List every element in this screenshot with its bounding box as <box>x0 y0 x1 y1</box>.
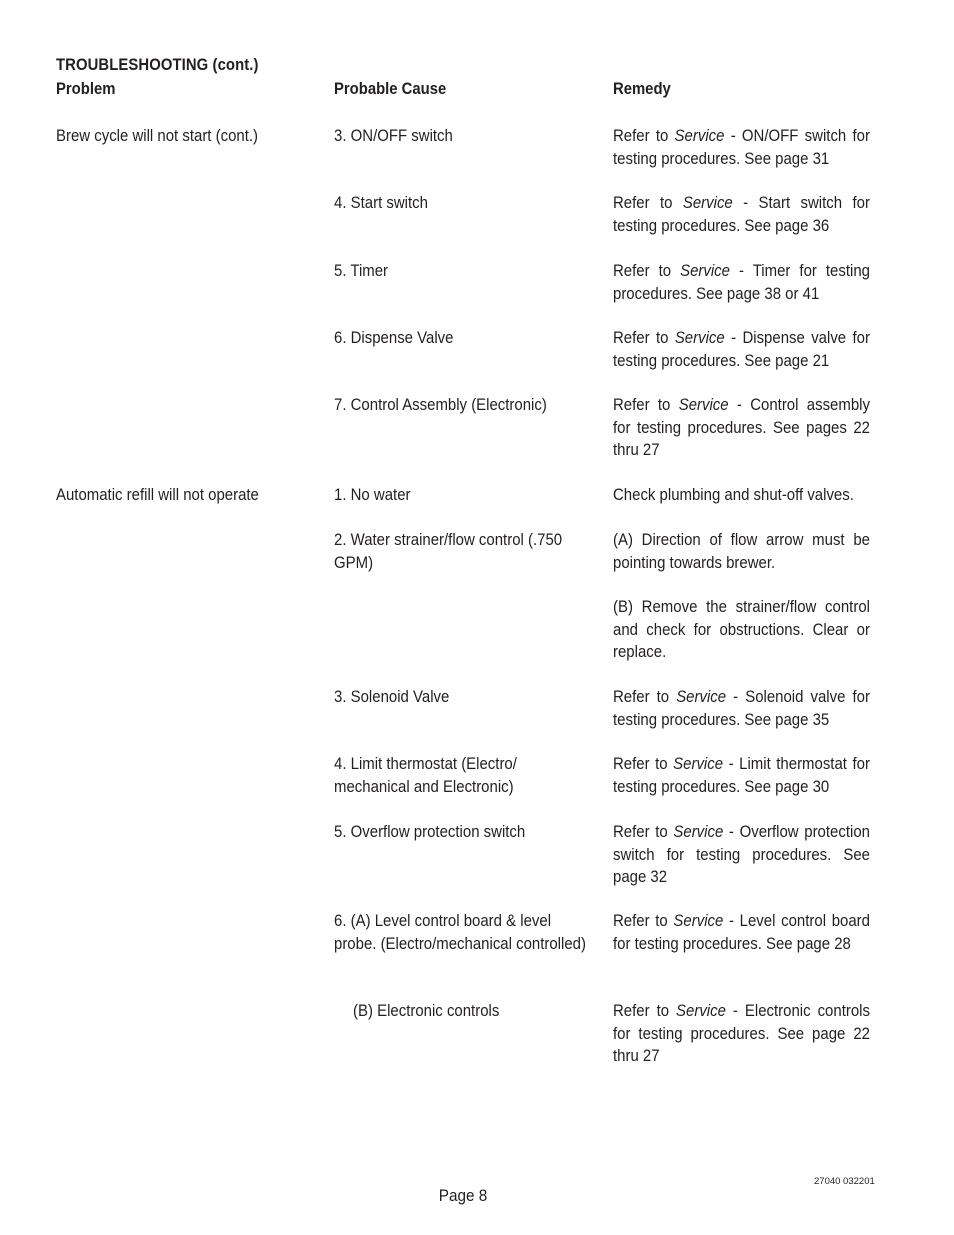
cause-text: 4. Start switch <box>334 193 428 212</box>
remedy-text: Refer to Service - Overflow protection switch for testing procedures. See page 32 <box>613 822 870 886</box>
remedy-text: Refer to Service - Electronic controls for testing procedures. See page 22 thru 27 <box>613 1001 870 1065</box>
cause-text: 7. Control Assembly (Electronic) <box>334 395 547 414</box>
remedy-text: (B) Remove the strainer/flow control and check for obstructions. Clear or replace. <box>613 597 870 661</box>
cause-text: 5. Timer <box>334 261 389 280</box>
remedy-text: Refer to Service - ON/OFF switch for testing procedures. See page 31 <box>613 126 870 168</box>
cause-text: 4. Limit thermostat (Electro/ mechanical and Electronic) <box>334 754 517 796</box>
column-header-problem: Problem <box>56 80 116 98</box>
cause-text: 6. Dispense Valve <box>334 328 454 347</box>
cause-text: 5. Overflow protection switch <box>334 822 526 841</box>
column-header-probable-cause: Probable Cause <box>334 80 447 98</box>
column-header-remedy: Remedy <box>613 80 671 98</box>
remedy-text: Refer to Service - Timer for testing procedures. See page 38 or 41 <box>613 261 870 303</box>
cause-text: 1. No water <box>334 485 411 504</box>
page-number: Page 8 <box>438 1186 488 1205</box>
cause-text: 3. Solenoid Valve <box>334 687 450 706</box>
cause-text: 2. Water strainer/flow control (.750 GPM) <box>334 530 563 572</box>
remedy-text: Refer to Service - Start switch for testing procedures. See page 36 <box>613 193 870 235</box>
remedy-text: Refer to Service - Limit thermostat for testing procedures. See page 30 <box>613 754 870 796</box>
remedy-text: Check plumbing and shut-off valves. <box>613 485 854 504</box>
problem-text: Brew cycle will not start (cont.) <box>56 126 259 145</box>
remedy-text: Refer to Service - Control assembly for testing procedures. See pages 22 thru 27 <box>613 395 870 459</box>
problem-text: Automatic refill will not operate <box>56 485 259 504</box>
cause-text: 3. ON/OFF switch <box>334 126 453 145</box>
remedy-text: (A) Direction of flow arrow must be pointing towards brewer. <box>613 530 870 572</box>
cause-text: 6. (A) Level control board & level probe. (Electro/mechanical controlled) <box>334 911 586 953</box>
section-title: TROUBLESHOOTING (cont.) <box>56 56 259 74</box>
cause-text: (B) Electronic controls <box>353 1001 500 1020</box>
remedy-text: Refer to Service - Level control board for testing procedures. See page 28 <box>613 911 870 953</box>
remedy-text: Refer to Service - Dispense valve for testing procedures. See page 21 <box>613 328 870 370</box>
document-code: 27040 032201 <box>814 1176 875 1187</box>
remedy-text: Refer to Service - Solenoid valve for testing procedures. See page 35 <box>613 687 870 729</box>
